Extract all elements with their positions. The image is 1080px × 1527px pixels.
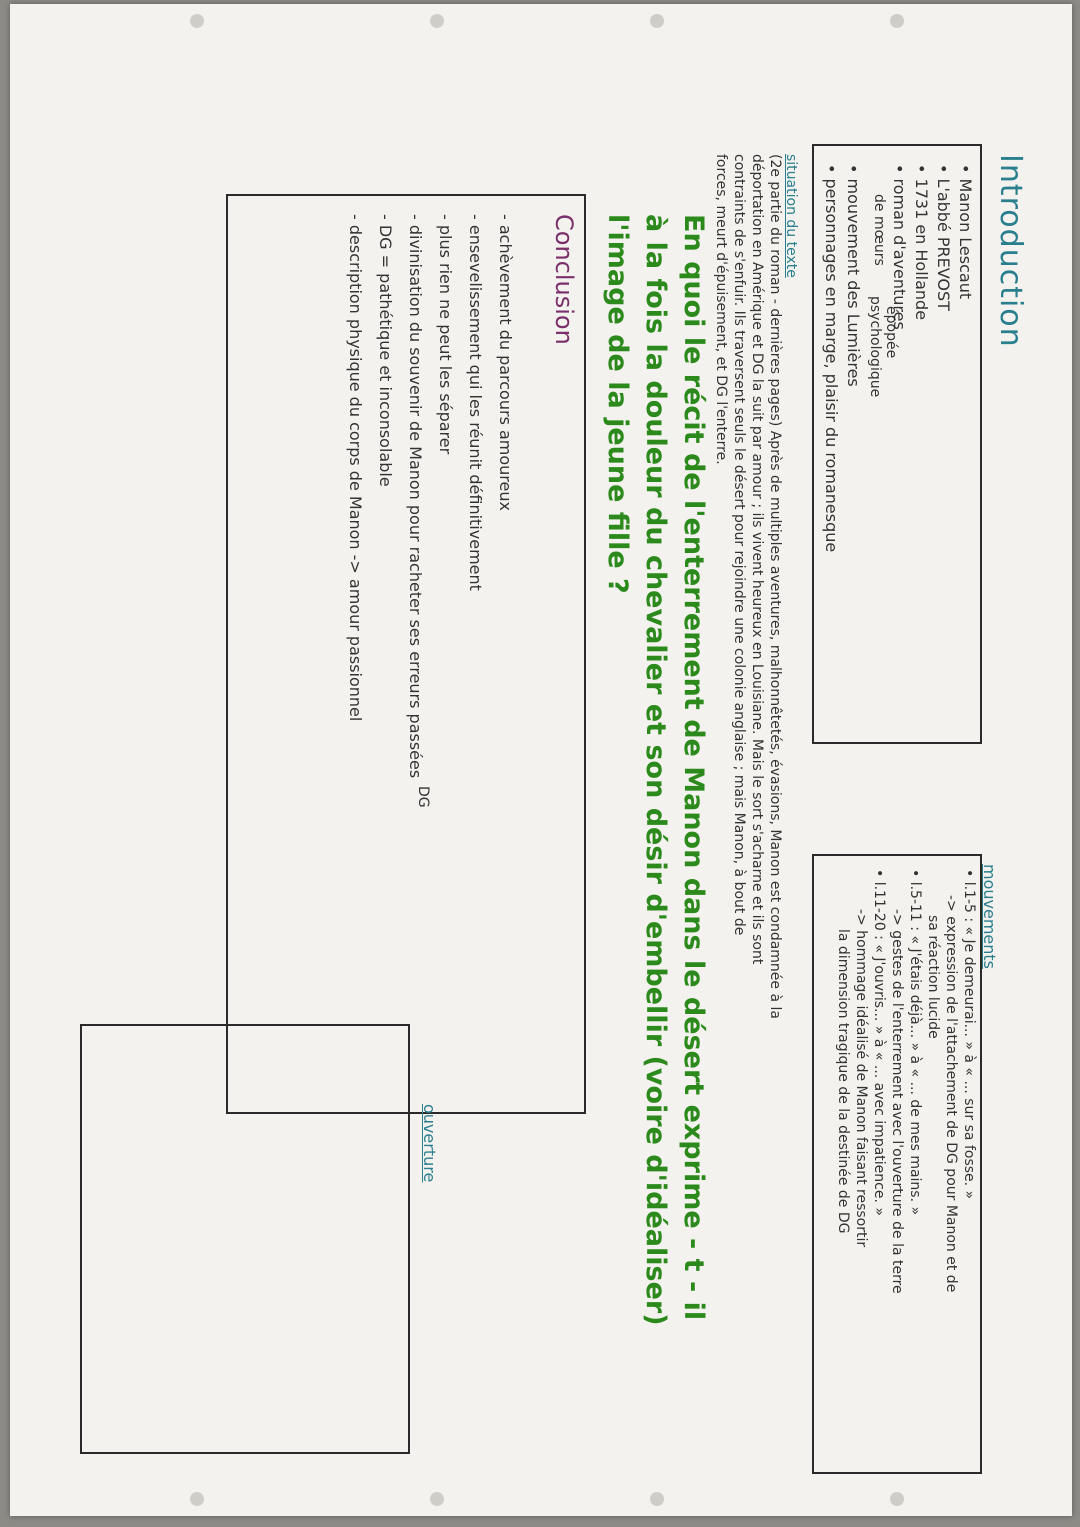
movements-line: • l.5-11 : « J'étais déjà... » à « ... de mes mains. » bbox=[907, 869, 923, 1216]
rotated-sheet bbox=[10, 74, 1040, 1514]
movements-line: • l.11-20 : « J'ouvris... » à « ... avec impatience. » bbox=[871, 869, 887, 1216]
conclusion-item: - achèvement du parcours amoureux bbox=[496, 214, 515, 511]
introduction-item: • mouvement des Lumières bbox=[844, 164, 863, 387]
punch-holes-top bbox=[10, 10, 1072, 34]
introduction-item: • roman d'aventures bbox=[890, 164, 909, 330]
introduction-title: Introduction bbox=[993, 154, 1028, 348]
introduction-item: • 1731 en Hollande bbox=[912, 164, 931, 321]
situation-line: forces, meurt d'épuisement, et DG l'enterre. bbox=[713, 154, 729, 465]
conclusion-item: - DG = pathétique et inconsolable bbox=[376, 214, 395, 487]
problematique bbox=[598, 214, 712, 1326]
situation-line: déportation en Amérique et DG la suit par amour ; ils vivent heureux en Louisiane. Mais le sort s'acharne et ils sont bbox=[749, 154, 765, 965]
situation-line: (2e partie du roman - dernières pages) Après de multiples aventures, malhonnêtetés, évasions, Manon est condamnée à la bbox=[767, 154, 783, 1019]
movements-title: mouvements bbox=[980, 864, 999, 970]
movements-line: la dimension tragique de la destinée de DG bbox=[835, 929, 851, 1234]
introduction-sub-mores: de mœurs bbox=[871, 194, 887, 266]
conclusion-item: - divinisation du souvenir de Manon pour racheter ses erreurs passées bbox=[406, 214, 425, 779]
introduction-item: • L'abbé PREVOST bbox=[934, 164, 953, 311]
conclusion-item: - plus rien ne peut les séparer bbox=[436, 214, 455, 455]
ouverture-box bbox=[80, 1024, 410, 1454]
movements-text bbox=[834, 869, 978, 1294]
conclusion-annotation: DG bbox=[415, 786, 431, 808]
conclusion-item: - description physique du corps de Manon -> amour passionnel bbox=[346, 214, 365, 722]
ouverture-title: ouverture bbox=[420, 1104, 439, 1183]
movements-line: • l.1-5 : « Je demeurai... » à « ... sur sa fosse. » bbox=[961, 869, 977, 1200]
problematique-line: à la fois la douleur du chevalier et son désir d'embellir (voire d'idéaliser) bbox=[640, 214, 671, 1326]
introduction-sub-psycho: psychologique bbox=[867, 296, 883, 398]
introduction-item: • Manon Lescaut bbox=[956, 164, 975, 300]
movements-line: -> expression de l'attachement de DG pour Manon et de bbox=[943, 895, 959, 1293]
problematique-line: En quoi le récit de l'enterrement de Manon dans le désert exprime - t - il bbox=[678, 214, 709, 1321]
conclusion-title: Conclusion bbox=[550, 214, 578, 345]
conclusion-item: - ensevelissement qui les réunit définitivement bbox=[466, 214, 485, 591]
introduction-item: • personnages en marge, plaisir du romanesque bbox=[822, 164, 841, 553]
movements-line: -> hommage idéalisé de Manon faisant ressortir bbox=[853, 909, 869, 1248]
introduction-list bbox=[888, 164, 976, 330]
introduction-sub-epopee: épopée bbox=[883, 306, 899, 359]
conclusion-list bbox=[340, 214, 520, 778]
problematique-line: l'image de la jeune fille ? bbox=[602, 214, 633, 594]
movements-line: -> gestes de l'enterrement avec l'ouverture de la terre bbox=[889, 909, 905, 1294]
introduction-list-end bbox=[820, 164, 864, 552]
situation-label: situation du texte bbox=[783, 154, 799, 278]
situation-line: contraints de s'enfuir. Ils traversent seuls le désert pour rejoindre une colonie anglaise ; mais Manon, à bout de bbox=[731, 154, 747, 936]
movements-line: sa réaction lucide bbox=[925, 915, 941, 1039]
notebook-page bbox=[10, 4, 1072, 1516]
